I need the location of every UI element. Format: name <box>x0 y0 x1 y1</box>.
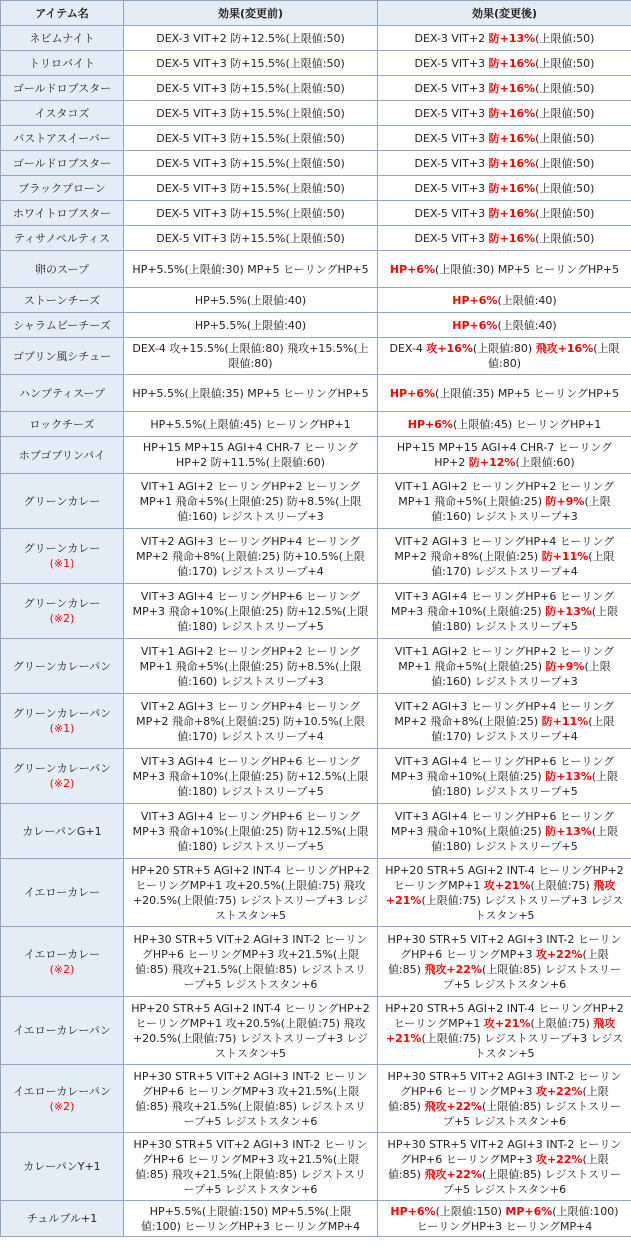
changed-value: 防+16% <box>488 231 536 245</box>
effect-text: (上限値:35) MP+5 ヒーリングHP+5 <box>435 386 620 400</box>
effect-before-cell: VIT+3 AGI+4 ヒーリングHP+6 ヒーリングMP+3 飛命+10%(上限値:25) 防+12.5%(上限値:180) レジストスリープ+5 <box>124 804 378 859</box>
item-name: ストーンチーズ <box>23 293 101 307</box>
effect-before-cell: HP+30 STR+5 VIT+2 AGI+3 INT-2 ヒーリングHP+6 ヒーリングMP+3 攻+21.5%(上限値:85) 飛攻+21.5%(上限値:85) レジストスリープ+5 レジストスタン+6 <box>124 927 378 997</box>
effect-text: (上限値:50) <box>535 81 595 95</box>
effect-text: (上限値:60) <box>515 456 575 469</box>
effect-after-cell <box>378 584 631 639</box>
item-name: ロックチーズ <box>29 417 95 431</box>
changed-value: 防+16% <box>488 156 536 170</box>
effect-text: (上限値:40) <box>497 318 557 332</box>
item-name: ネビムナイト <box>29 31 95 45</box>
effect-text: (上限値:50) <box>535 56 595 70</box>
effect-before-cell: HP+5.5%(上限値:150) MP+5.5%(上限値:100) ヒーリングHP+3 ヒーリングMP+4 <box>124 1201 378 1237</box>
item-name-cell <box>1 226 124 251</box>
changed-value: 防+12% <box>468 456 516 469</box>
item-name-cell <box>1 529 124 584</box>
item-note: (※2) <box>49 777 75 790</box>
item-name: ホブゴブリンパイ <box>18 448 106 462</box>
item-name-cell <box>1 639 124 694</box>
effect-after-cell <box>378 201 631 226</box>
item-name-cell <box>1 313 124 338</box>
item-name: カレーパンY+1 <box>23 1160 101 1173</box>
effect-text: (上限値:50) <box>535 231 595 245</box>
effect-text: DEX-5 VIT+3 <box>414 81 489 95</box>
effect-text: DEX-5 VIT+3 <box>414 231 489 245</box>
item-name: ゴールドロブスター <box>12 81 112 95</box>
table-row <box>1 1133 631 1201</box>
item-note: (※2) <box>49 612 75 625</box>
item-name: ゴブリン風シチュー <box>12 349 112 363</box>
item-name: イエローカレーパン <box>13 1084 111 1098</box>
changed-value: 防+16% <box>488 181 536 195</box>
item-name: グリーンカレー <box>23 494 101 508</box>
effect-after-cell <box>378 176 631 201</box>
effect-text: DEX-5 VIT+3 <box>414 181 489 195</box>
changed-value: 防+16% <box>488 81 536 95</box>
table-row <box>1 997 631 1065</box>
table-row <box>1 201 631 226</box>
changed-value: 飛攻+21% <box>385 1016 616 1045</box>
item-note: (※1) <box>49 722 75 735</box>
effect-text: (上限値:160) レジストスリープ+3 <box>431 659 611 688</box>
effect-text: HP+30 STR+5 VIT+2 AGI+3 INT-2 ヒーリングHP+6 ヒーリングMP+3 <box>387 932 622 961</box>
effect-text: (上限値:75) <box>530 1016 594 1030</box>
effect-after-cell <box>378 437 631 474</box>
changed-value: 攻+22% <box>535 947 583 961</box>
table-row <box>1 584 631 639</box>
item-name: 卵のスープ <box>35 262 89 276</box>
effect-text: VIT+2 AGI+3 ヒーリングHP+4 ヒーリングMP+2 飛命+8%(上限値:25) <box>394 534 615 563</box>
effect-before-cell: HP+15 MP+15 AGI+4 CHR-7 ヒーリングHP+2 防+11.5%(上限値:60) <box>124 437 378 474</box>
item-name-cell <box>1 101 124 126</box>
effect-text: DEX-4 <box>389 342 427 355</box>
effect-text: VIT+2 AGI+3 ヒーリングHP+4 ヒーリングMP+2 飛命+8%(上限値:25) <box>394 699 615 728</box>
table-row <box>1 101 631 126</box>
effect-before-cell: HP+30 STR+5 VIT+2 AGI+3 INT-2 ヒーリングHP+6 ヒーリングMP+3 攻+21.5%(上限値:85) 飛攻+21.5%(上限値:85) レジストスリープ+5 レジストスタン+6 <box>124 1065 378 1133</box>
effect-after-cell <box>378 474 631 529</box>
item-name-cell <box>1 584 124 639</box>
item-name-cell <box>1 201 124 226</box>
effect-after-cell <box>378 288 631 313</box>
table-row <box>1 151 631 176</box>
effect-before-cell: DEX-5 VIT+3 防+15.5%(上限値:50) <box>124 101 378 126</box>
item-name-cell <box>1 338 124 375</box>
table-row <box>1 927 631 997</box>
item-name: トリロバイト <box>29 56 95 70</box>
changed-value: 防+9% <box>545 659 585 673</box>
effect-before-cell: HP+5.5%(上限値:35) MP+5 ヒーリングHP+5 <box>124 375 378 412</box>
effect-before-cell: HP+5.5%(上限値:45) ヒーリングHP+1 <box>124 412 378 437</box>
item-name: バストアスイーバー <box>13 131 111 145</box>
effect-text: DEX-3 VIT+2 <box>414 31 489 45</box>
effect-before-cell: DEX-5 VIT+3 防+15.5%(上限値:50) <box>124 126 378 151</box>
effect-before-cell: DEX-5 VIT+3 防+15.5%(上限値:50) <box>124 176 378 201</box>
item-name-cell <box>1 437 124 474</box>
table-body <box>1 26 631 1237</box>
changed-value: HP+6% <box>390 1204 436 1218</box>
effect-text: (上限値:50) <box>535 106 595 120</box>
table-row <box>1 375 631 412</box>
item-name-cell <box>1 804 124 859</box>
item-name: グリーンカレーパン <box>12 659 112 673</box>
table-row <box>1 529 631 584</box>
changed-value: 防+16% <box>488 131 536 145</box>
header-effect-before: 効果(変更前) <box>124 1 378 26</box>
changed-value: 防+13% <box>545 824 592 838</box>
effect-text: (上限値:80) <box>488 342 620 370</box>
changed-value: 防+13% <box>545 769 592 783</box>
item-name-cell <box>1 51 124 76</box>
effect-text: (上限値:160) レジストスリープ+3 <box>431 494 611 523</box>
effect-after-cell <box>378 639 631 694</box>
table-row <box>1 437 631 474</box>
item-name-cell <box>1 927 124 997</box>
effect-text: (上限値:80) <box>472 342 536 355</box>
effect-text: HP+15 MP+15 AGI+4 CHR-7 ヒーリングHP+2 <box>396 441 613 469</box>
effect-before-cell: HP+20 STR+5 AGI+2 INT-4 ヒーリングHP+2 ヒーリングMP+1 攻+20.5%(上限値:75) 飛攻+20.5%(上限値:75) レジストスリープ+3 レジストスタン+5 <box>124 997 378 1065</box>
effect-text: (上限値:85) <box>387 1084 609 1113</box>
item-name-cell <box>1 749 124 804</box>
effect-before-cell: DEX-3 VIT+2 防+12.5%(上限値:50) <box>124 26 378 51</box>
table-row <box>1 76 631 101</box>
item-name: ホワイトロブスター <box>12 206 112 220</box>
changed-value: 防+16% <box>488 106 536 120</box>
changed-value: HP+6% <box>452 293 498 307</box>
effect-text: (上限値:50) <box>535 156 595 170</box>
item-name-cell <box>1 126 124 151</box>
effect-after-cell <box>378 804 631 859</box>
effect-before-cell: VIT+2 AGI+3 ヒーリングHP+4 ヒーリングMP+2 飛命+8%(上限値:25) 防+10.5%(上限値:170) レジストスリープ+4 <box>124 694 378 749</box>
changed-value: 攻+16% <box>426 342 473 355</box>
effect-text: (上限値:150) <box>435 1204 506 1218</box>
effect-text: DEX-5 VIT+3 <box>414 131 489 145</box>
changed-value: HP+6% <box>389 386 436 400</box>
item-name: イエローカレー <box>23 947 101 961</box>
effect-text: HP+30 STR+5 VIT+2 AGI+3 INT-2 ヒーリングHP+6 ヒーリングMP+3 <box>387 1069 622 1098</box>
effect-after-cell <box>378 338 631 375</box>
effect-after-cell <box>378 251 631 288</box>
effect-before-cell: HP+30 STR+5 VIT+2 AGI+3 INT-2 ヒーリングHP+6 ヒーリングMP+3 攻+21.5%(上限値:85) 飛攻+21.5%(上限値:85) レジストスリープ+5 レジストスタン+6 <box>124 1133 378 1201</box>
item-name-cell <box>1 474 124 529</box>
item-name: イエローカレーパン <box>13 1024 111 1037</box>
effect-before-cell: HP+5.5%(上限値:30) MP+5 ヒーリングHP+5 <box>124 251 378 288</box>
effect-before-cell: VIT+1 AGI+2 ヒーリングHP+2 ヒーリングMP+1 飛命+5%(上限値:25) 防+8.5%(上限値:160) レジストスリープ+3 <box>124 474 378 529</box>
effect-text: (上限値:85) レジストスリープ+5 レジストスタン+6 <box>442 1099 622 1128</box>
table-row <box>1 338 631 375</box>
effect-after-cell <box>378 1133 631 1201</box>
effect-before-cell: HP+5.5%(上限値:40) <box>124 288 378 313</box>
item-name-cell <box>1 375 124 412</box>
item-name: イスタコズ <box>34 106 90 120</box>
item-note: (※2) <box>49 962 75 976</box>
effect-after-cell <box>378 1201 631 1237</box>
header-effect-after: 効果(変更後) <box>378 1 631 26</box>
effect-text: VIT+3 AGI+4 ヒーリングHP+6 ヒーリングMP+3 飛命+10%(上限値:25) <box>390 589 615 618</box>
effect-text: (上限値:50) <box>535 131 595 145</box>
effect-before-cell: HP+20 STR+5 AGI+2 INT-4 ヒーリングHP+2 ヒーリングMP+1 攻+20.5%(上限値:75) 飛攻+20.5%(上限値:75) レジストスリープ+3 レジストスタン+5 <box>124 859 378 927</box>
item-name-cell <box>1 176 124 201</box>
effect-before-cell: DEX-4 攻+15.5%(上限値:80) 飛攻+15.5%(上限値:80) <box>124 338 378 375</box>
changed-value: 防+16% <box>488 206 536 220</box>
effect-text: (上限値:50) <box>535 206 595 220</box>
changed-value: 防+9% <box>545 494 585 508</box>
changed-value: 飛攻+22% <box>424 962 482 976</box>
effect-text: (上限値:85) <box>387 947 609 976</box>
effect-after-cell <box>378 126 631 151</box>
effect-after-cell <box>378 313 631 338</box>
effect-after-cell <box>378 412 631 437</box>
effect-after-cell <box>378 927 631 997</box>
header-item-name: アイテム名 <box>1 1 124 26</box>
changed-value: 攻+22% <box>535 1152 583 1166</box>
table-row <box>1 226 631 251</box>
effect-after-cell <box>378 1065 631 1133</box>
item-name: シャラムビーチーズ <box>13 318 111 332</box>
changed-value: 防+13% <box>545 604 592 618</box>
changed-value: 防+13% <box>488 31 536 45</box>
effect-text: (上限値:75) レジストスリープ+3 レジストスタン+5 <box>421 893 624 922</box>
effect-text: HP+20 STR+5 AGI+2 INT-4 ヒーリングHP+2 ヒーリングMP+1 <box>385 1001 624 1030</box>
changed-value: 飛攻+16% <box>535 342 594 355</box>
table-row <box>1 251 631 288</box>
item-name: ハンプティスープ <box>18 386 106 400</box>
effect-text: (上限値:170) レジストスリープ+4 <box>431 549 615 578</box>
item-name: ゴールドロブスター <box>12 156 112 170</box>
item-name: グリーンカレーパン <box>12 762 112 775</box>
item-name-cell <box>1 859 124 927</box>
table-row <box>1 859 631 927</box>
effect-text: VIT+1 AGI+2 ヒーリングHP+2 ヒーリングMP+1 飛命+5%(上限値:25) <box>394 644 615 673</box>
changed-value: MP+6% <box>505 1204 553 1218</box>
item-name-cell <box>1 1065 124 1133</box>
table-row <box>1 1065 631 1133</box>
changed-value: 攻+22% <box>535 1084 583 1098</box>
effect-text: DEX-5 VIT+3 <box>414 156 489 170</box>
effect-text: (上限値:50) <box>535 31 595 45</box>
effect-before-cell: DEX-5 VIT+3 防+15.5%(上限値:50) <box>124 226 378 251</box>
effect-text: HP+20 STR+5 AGI+2 INT-4 ヒーリングHP+2 ヒーリングMP+1 <box>385 863 624 892</box>
item-name: ブラックプローン <box>18 181 106 195</box>
effect-before-cell: HP+5.5%(上限値:40) <box>124 313 378 338</box>
effect-text: HP+30 STR+5 VIT+2 AGI+3 INT-2 ヒーリングHP+6 ヒーリングMP+3 <box>387 1137 622 1166</box>
table-row <box>1 313 631 338</box>
item-name: カレーパンG+1 <box>22 824 102 838</box>
effect-text: (上限値:170) レジストスリープ+4 <box>431 714 615 743</box>
table-row <box>1 639 631 694</box>
changed-value: 飛攻+22% <box>424 1099 482 1113</box>
effect-text: (上限値:75) レジストスリープ+3 レジストスタン+5 <box>421 1031 624 1060</box>
effect-after-cell <box>378 694 631 749</box>
effect-after-cell <box>378 375 631 412</box>
changed-value: 防+16% <box>488 56 536 70</box>
effect-before-cell: VIT+2 AGI+3 ヒーリングHP+4 ヒーリングMP+2 飛命+8%(上限値:25) 防+10.5%(上限値:170) レジストスリープ+4 <box>124 529 378 584</box>
item-name-cell <box>1 412 124 437</box>
table-row <box>1 126 631 151</box>
changed-value: 攻+21% <box>483 878 531 892</box>
table-row <box>1 694 631 749</box>
item-note: (※2) <box>49 1099 75 1113</box>
effect-text: (上限値:30) MP+5 ヒーリングHP+5 <box>435 262 620 276</box>
table-row <box>1 288 631 313</box>
effect-text: (上限値:180) レジストスリープ+5 <box>431 604 619 633</box>
table-row <box>1 26 631 51</box>
effect-text: VIT+3 AGI+4 ヒーリングHP+6 ヒーリングMP+3 飛命+10%(上限値:25) <box>390 754 615 783</box>
effect-before-cell: VIT+1 AGI+2 ヒーリングHP+2 ヒーリングMP+1 飛命+5%(上限値:25) 防+8.5%(上限値:160) レジストスリープ+3 <box>124 639 378 694</box>
effect-text: (上限値:50) <box>535 181 595 195</box>
effect-after-cell <box>378 101 631 126</box>
effect-text: VIT+3 AGI+4 ヒーリングHP+6 ヒーリングMP+3 飛命+10%(上限値:25) <box>390 809 615 838</box>
item-name-cell <box>1 151 124 176</box>
changed-value: HP+6% <box>407 417 453 431</box>
effect-text: (上限値:180) レジストスリープ+5 <box>431 824 619 853</box>
effect-before-cell: VIT+3 AGI+4 ヒーリングHP+6 ヒーリングMP+3 飛命+10%(上限値:25) 防+12.5%(上限値:180) レジストスリープ+5 <box>124 584 378 639</box>
effect-after-cell <box>378 529 631 584</box>
effect-before-cell: DEX-5 VIT+3 防+15.5%(上限値:50) <box>124 201 378 226</box>
item-name: グリーンカレー <box>23 597 101 610</box>
effect-text: (上限値:85) <box>387 1152 609 1181</box>
item-name: グリーンカレーパン <box>12 707 112 720</box>
table-row <box>1 51 631 76</box>
item-name-cell <box>1 76 124 101</box>
effect-before-cell: DEX-5 VIT+3 防+15.5%(上限値:50) <box>124 151 378 176</box>
effect-text: DEX-5 VIT+3 <box>414 106 489 120</box>
effect-before-cell: VIT+3 AGI+4 ヒーリングHP+6 ヒーリングMP+3 飛命+10%(上限値:25) 防+12.5%(上限値:180) レジストスリープ+5 <box>124 749 378 804</box>
changed-value: 攻+21% <box>483 1016 531 1030</box>
effect-after-cell <box>378 859 631 927</box>
effect-after-cell <box>378 997 631 1065</box>
changed-value: HP+6% <box>452 318 498 332</box>
effect-after-cell <box>378 749 631 804</box>
effect-text: VIT+1 AGI+2 ヒーリングHP+2 ヒーリングMP+1 飛命+5%(上限値:25) <box>394 479 615 508</box>
effect-after-cell <box>378 76 631 101</box>
item-name: イエローカレー <box>23 886 101 899</box>
table-row <box>1 804 631 859</box>
item-name-cell <box>1 251 124 288</box>
effect-text: (上限値:100) ヒーリングHP+3 ヒーリングMP+4 <box>416 1204 619 1233</box>
table-row <box>1 1201 631 1237</box>
effect-before-cell: DEX-5 VIT+3 防+15.5%(上限値:50) <box>124 76 378 101</box>
item-name-cell <box>1 1133 124 1201</box>
effect-text: DEX-5 VIT+3 <box>414 206 489 220</box>
effect-before-cell: DEX-5 VIT+3 防+15.5%(上限値:50) <box>124 51 378 76</box>
changed-value: 防+11% <box>541 714 589 728</box>
effect-after-cell <box>378 151 631 176</box>
header-row <box>1 1 631 26</box>
effect-after-cell <box>378 26 631 51</box>
changed-value: 飛攻+22% <box>424 1167 482 1181</box>
table-row <box>1 749 631 804</box>
changed-value: 防+11% <box>541 549 589 563</box>
effect-text: (上限値:45) ヒーリングHP+1 <box>452 417 602 431</box>
effect-text: DEX-5 VIT+3 <box>414 56 489 70</box>
table-row <box>1 412 631 437</box>
effect-text: (上限値:40) <box>497 293 557 307</box>
item-name-cell <box>1 1201 124 1237</box>
item-name: ティサノペルティス <box>13 231 111 245</box>
item-name: チュルブル+1 <box>26 1212 98 1225</box>
item-name-cell <box>1 997 124 1065</box>
item-name-cell <box>1 26 124 51</box>
effect-text: (上限値:85) レジストスリープ+5 レジストスタン+6 <box>442 1167 622 1196</box>
effect-after-cell <box>378 51 631 76</box>
item-name-cell <box>1 288 124 313</box>
effect-text: (上限値:85) レジストスリープ+5 レジストスタン+6 <box>442 962 622 991</box>
effect-text: (上限値:180) レジストスリープ+5 <box>431 769 619 798</box>
item-name: グリーンカレー <box>23 542 101 555</box>
changed-value: 飛攻+21% <box>385 878 616 907</box>
effect-text: (上限値:75) <box>530 878 594 892</box>
table-row <box>1 474 631 529</box>
item-name-cell <box>1 694 124 749</box>
table-row <box>1 176 631 201</box>
changed-value: HP+6% <box>389 262 436 276</box>
effect-after-cell <box>378 226 631 251</box>
item-note: (※1) <box>49 557 75 570</box>
